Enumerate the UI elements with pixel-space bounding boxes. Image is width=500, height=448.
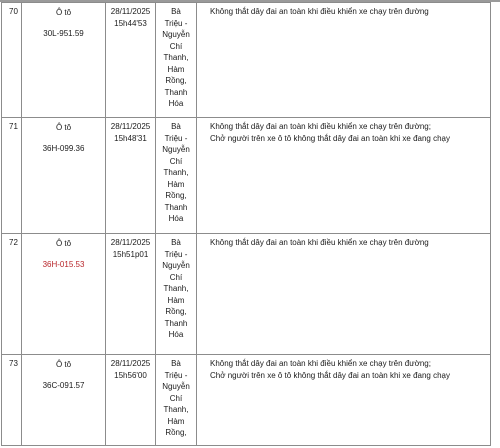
location-line: Triệu - bbox=[164, 133, 188, 143]
violation-time: 15h56'00 bbox=[114, 370, 147, 380]
violation-date: 28/11/2025 bbox=[110, 7, 151, 16]
violation-text: Không thắt dây đai an toàn khi điều khiển xe chạy trên đường bbox=[210, 7, 429, 16]
location-line: Thanh, bbox=[163, 284, 189, 293]
location-line: Rồng, bbox=[165, 191, 187, 200]
location-line: Thanh, bbox=[163, 168, 189, 177]
vehicle-type: Ô tô bbox=[55, 239, 72, 248]
violation-date: 28/11/2025 bbox=[110, 122, 151, 131]
vehicle-type: Ô tô bbox=[55, 360, 72, 369]
table-row bbox=[2, 355, 491, 446]
time-cell bbox=[106, 355, 156, 446]
location-line: Hóa bbox=[168, 330, 184, 339]
location-line: Hàm bbox=[167, 295, 185, 305]
vehicle-cell bbox=[22, 118, 106, 234]
location-line: Thanh bbox=[164, 318, 188, 328]
row-number: 71 bbox=[9, 122, 18, 131]
location-line: Triệu - bbox=[164, 370, 188, 380]
location-line: Bà bbox=[171, 238, 181, 247]
location-line: Nguyễn bbox=[162, 30, 190, 39]
violations-table bbox=[1, 2, 491, 446]
violation-text: Chở người trên xe ô tô không thắt dây đai an toàn khi xe đang chạy bbox=[210, 370, 450, 380]
violation-text: Chở người trên xe ô tô không thắt dây đai an toàn khi xe đang chạy bbox=[210, 133, 450, 143]
violation-date: 28/11/2025 bbox=[110, 238, 151, 247]
violation-time: 15h51p01 bbox=[112, 249, 149, 259]
violation-text: Không thắt dây đai an toàn khi điều khiển xe chạy trên đường; bbox=[210, 122, 431, 131]
license-plate: 36H-099.36 bbox=[42, 143, 85, 153]
location-line: Rồng, bbox=[165, 307, 187, 316]
row-number: 70 bbox=[9, 7, 18, 16]
location-line: Chí bbox=[169, 156, 183, 166]
location-line: Thanh bbox=[164, 87, 188, 97]
location-cell bbox=[156, 118, 197, 234]
location-line: Thanh bbox=[164, 202, 188, 212]
violation-time: 15h48'31 bbox=[114, 133, 147, 143]
license-plate: 36C-091.57 bbox=[42, 380, 85, 390]
violation-cell bbox=[197, 118, 491, 234]
location-line: Chí bbox=[169, 41, 183, 51]
location-line: Chí bbox=[169, 272, 183, 282]
violation-cell bbox=[197, 355, 491, 446]
location-line: Triệu - bbox=[164, 18, 188, 28]
location-cell bbox=[156, 3, 197, 118]
location-line: Bà bbox=[171, 7, 181, 16]
row-number-cell bbox=[2, 118, 22, 234]
location-line: Thanh, bbox=[163, 53, 189, 62]
violation-cell bbox=[197, 234, 491, 355]
row-number-cell bbox=[2, 355, 22, 446]
location-cell bbox=[156, 234, 197, 355]
location-line: Triệu - bbox=[164, 249, 188, 259]
license-plate: 36H-015.53 bbox=[42, 259, 85, 269]
time-cell bbox=[106, 234, 156, 355]
violation-text: Không thắt dây đai an toàn khi điều khiển xe chạy trên đường bbox=[210, 238, 429, 247]
vehicle-cell bbox=[22, 355, 106, 446]
table-row bbox=[2, 118, 491, 234]
location-line: Hàm bbox=[167, 64, 185, 74]
location-line: Bà bbox=[171, 122, 181, 131]
vehicle-type: Ô tô bbox=[55, 123, 72, 132]
time-cell bbox=[106, 118, 156, 234]
table-row bbox=[2, 234, 491, 355]
location-line: Rồng, bbox=[165, 76, 187, 85]
location-line: Hóa bbox=[168, 99, 184, 108]
license-plate: 30L-951.59 bbox=[43, 28, 84, 38]
violations-table-body bbox=[2, 3, 491, 446]
violation-time: 15h44'53 bbox=[114, 18, 147, 28]
row-number-cell bbox=[2, 234, 22, 355]
row-number: 73 bbox=[9, 359, 18, 368]
location-line: Hàm bbox=[167, 179, 185, 189]
vehicle-cell bbox=[22, 3, 106, 118]
location-line: Rồng, bbox=[165, 428, 187, 437]
location-line: Nguyễn bbox=[162, 382, 190, 391]
row-number-cell bbox=[2, 3, 22, 118]
location-line: Nguyễn bbox=[162, 261, 190, 270]
violation-cell bbox=[197, 3, 491, 118]
location-line: Chí bbox=[169, 393, 183, 403]
location-line: Hàm bbox=[167, 416, 185, 426]
row-number: 72 bbox=[9, 238, 18, 247]
table-row bbox=[2, 3, 491, 118]
time-cell bbox=[106, 3, 156, 118]
vehicle-cell bbox=[22, 234, 106, 355]
vehicle-type: Ô tô bbox=[55, 8, 72, 17]
location-line: Nguyễn bbox=[162, 145, 190, 154]
location-cell bbox=[156, 355, 197, 446]
location-line: Bà bbox=[171, 359, 181, 368]
violation-date: 28/11/2025 bbox=[110, 359, 151, 368]
violation-text: Không thắt dây đai an toàn khi điều khiển xe chạy trên đường; bbox=[210, 359, 431, 368]
location-line: Hóa bbox=[168, 214, 184, 223]
location-line: Thanh, bbox=[163, 405, 189, 414]
